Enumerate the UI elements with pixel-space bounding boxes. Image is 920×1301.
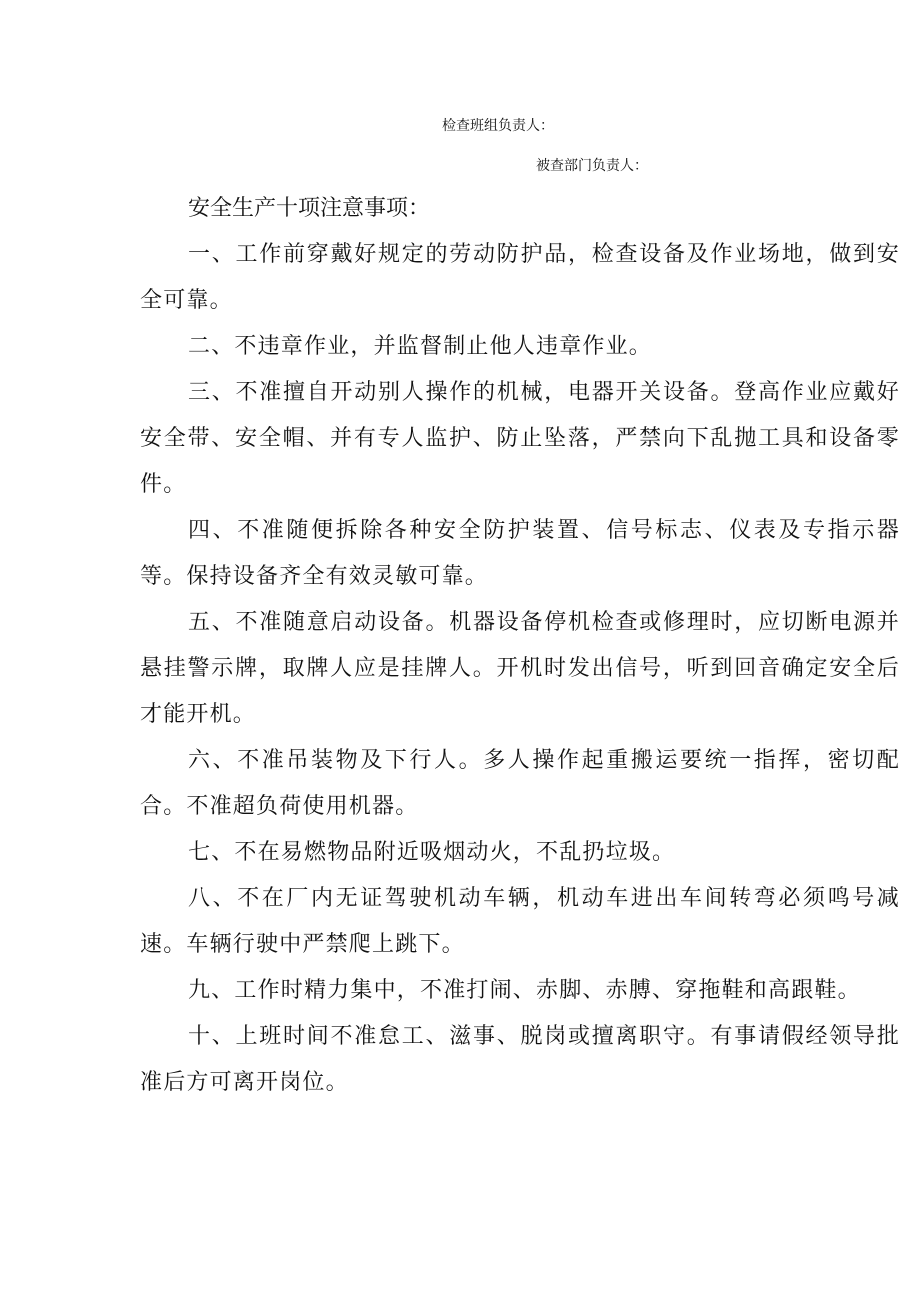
rule-item-9: 九、工作时精力集中，不准打闹、赤脚、赤膊、穿拖鞋和高跟鞋。: [188, 978, 861, 1003]
rule-item-6: 六、不准吊装物及下行人。多人操作起重搬运要统一指挥，密切配合。不准超负荷使用机器。: [140, 748, 900, 819]
section-heading: 安全生产十项注意事项：: [188, 196, 431, 221]
rule-item-7: 七、不在易燃物品附近吸烟动火，不乱扔垃圾。: [188, 840, 676, 865]
rule-item-1: 一、工作前穿戴好规定的劳动防护品，检查设备及作业场地，做到安全可靠。: [140, 242, 900, 313]
team-leader-signature-label: 检查班组负责人：: [442, 118, 554, 134]
rule-item-10: 十、上班时间不准怠工、滋事、脱岗或擅离职守。有事请假经领导批准后方可离开岗位。: [140, 1024, 900, 1095]
rule-item-2: 二、不违章作业，并监督制止他人违章作业。: [188, 334, 653, 359]
document-body: [140, 186, 900, 1106]
rule-item-3: 三、不准擅自开动别人操作的机械，电器开关设备。登高作业应戴好安全带、安全帽、并有专人监护、防止坠落，严禁向下乱抛工具和设备零件。: [140, 380, 900, 497]
dept-leader-signature-label: 被查部门负责人：: [536, 158, 648, 174]
rule-item-4: 四、不准随便拆除各种安全防护装置、信号标志、仪表及专指示器等。保持设备齐全有效灵敏可靠。: [140, 518, 900, 589]
rule-item-8: 八、不在厂内无证驾驶机动车辆，机动车进出车间转弯必须鸣号减速。车辆行驶中严禁爬上跳下。: [140, 886, 900, 957]
rule-item-5: 五、不准随意启动设备。机器设备停机检查或修理时，应切断电源并悬挂警示牌，取牌人应是挂牌人。开机时发出信号，听到回音确定安全后才能开机。: [140, 610, 900, 727]
